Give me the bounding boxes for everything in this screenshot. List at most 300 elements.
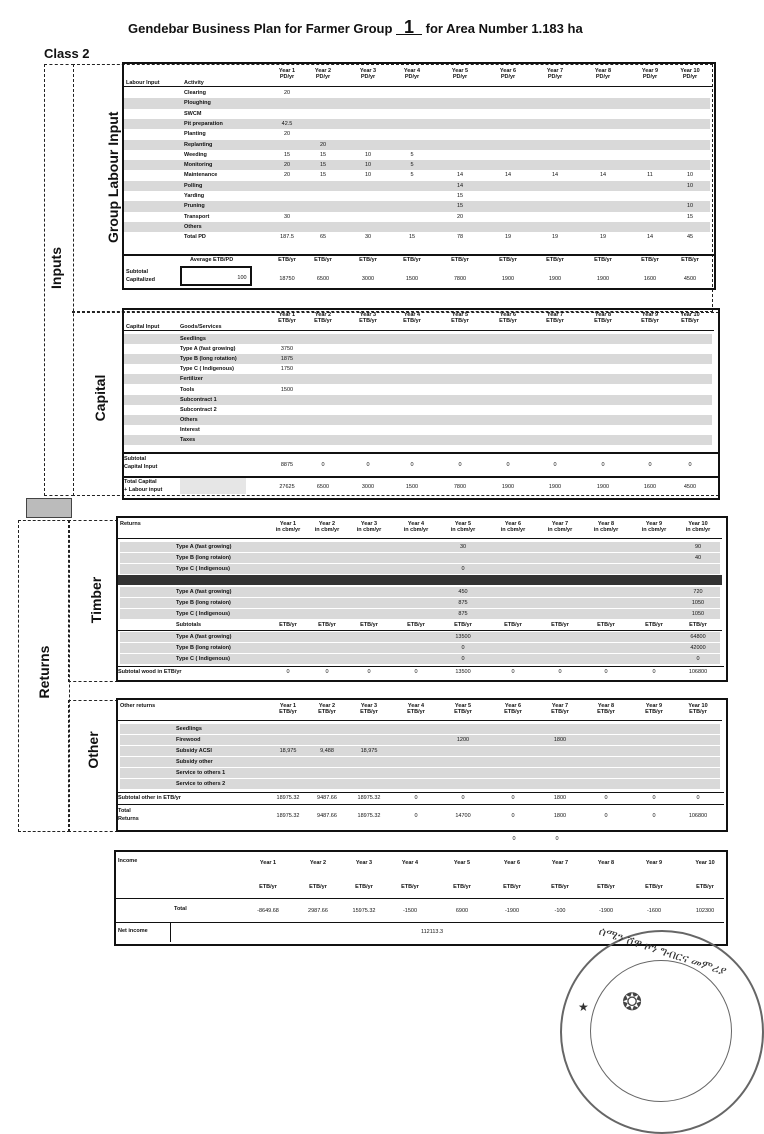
labour-subtotal-label: Subtotal Capitalized bbox=[126, 269, 156, 283]
income-etb-unit: ETB/yr bbox=[453, 884, 471, 890]
timber-etb-unit: ETB/yr bbox=[689, 622, 707, 628]
capital-total-cell: 1600 bbox=[643, 484, 657, 490]
capital-subtotal-cell: 8875 bbox=[280, 462, 294, 468]
timber-price-cell: 1050 bbox=[691, 600, 705, 606]
net-income-divider bbox=[170, 922, 171, 942]
labour-cell: 10 bbox=[364, 151, 372, 158]
labour-subtotal-cell: 4500 bbox=[683, 276, 697, 282]
income-etb-unit: ETB/yr bbox=[355, 884, 373, 890]
income-year-header: Year 8 bbox=[597, 860, 615, 866]
other-subtotal-cell: 0 bbox=[696, 795, 700, 801]
labour-cell: 30 bbox=[364, 234, 372, 241]
total-returns-label: Total Returns bbox=[118, 808, 139, 822]
capital-total-cell: 1900 bbox=[548, 484, 562, 490]
labour-row-shade bbox=[124, 181, 710, 191]
income-etb-unit: ETB/yr bbox=[259, 884, 277, 890]
other-total-line bbox=[116, 804, 724, 805]
labour-cell: 20 bbox=[456, 213, 464, 220]
labour-cell: 10 bbox=[364, 172, 372, 179]
other-label: Other bbox=[85, 731, 101, 769]
other-extra-value-2: 0 bbox=[555, 836, 559, 842]
labour-cell: 15 bbox=[319, 151, 327, 158]
timber-price-cell: 875 bbox=[458, 611, 468, 617]
timber-etb-unit: ETB/yr bbox=[645, 622, 663, 628]
capital-item-label: Subcontract 1 bbox=[180, 396, 217, 403]
labour-activity-label: Transport bbox=[184, 213, 210, 220]
capital-item-label: Taxes bbox=[180, 437, 196, 443]
labour-cell: 14 bbox=[551, 172, 559, 179]
income-year-header: Year 2 bbox=[309, 860, 327, 866]
timber-year-header: Year 8 in cbm/yr bbox=[593, 521, 619, 533]
labour-etb-unit: ETB/yr bbox=[314, 257, 332, 263]
income-total-cell: 2987.66 bbox=[308, 908, 328, 914]
labour-cell: 78 bbox=[456, 234, 464, 241]
capital-total-cell: 1900 bbox=[501, 484, 515, 490]
other-item-label: Subsidy ACSI bbox=[176, 748, 212, 754]
timber-etb-unit: ETB/yr bbox=[504, 622, 522, 628]
income-etb-unit: ETB/yr bbox=[401, 884, 419, 890]
other-cell: 1200 bbox=[456, 737, 470, 743]
labour-year-header: Year 6 PD/yr bbox=[499, 68, 517, 80]
labour-cell: 5 bbox=[410, 162, 414, 169]
income-year-header: Year 10 bbox=[695, 860, 715, 866]
timber-subtotal-cell: 0 bbox=[604, 669, 608, 675]
timber-year-header: Year 3 in cbm/yr bbox=[356, 521, 382, 533]
capital-total-cell: 27625 bbox=[279, 484, 295, 490]
other-cell: 18,975 bbox=[360, 748, 378, 754]
timber-etb-cell: 64800 bbox=[690, 634, 706, 640]
other-cell: 1800 bbox=[553, 737, 567, 743]
labour-cell: 30 bbox=[283, 213, 291, 220]
other-subtotal-cell: 0 bbox=[604, 795, 608, 801]
timber-etb-cell: 0 bbox=[461, 656, 465, 662]
income-etb-unit: ETB/yr bbox=[696, 884, 714, 890]
total-returns-cell: 18975.32 bbox=[357, 813, 381, 819]
capital-year-header: Year 1 ETB/yr bbox=[278, 312, 296, 324]
capital-item-label: Others bbox=[180, 416, 198, 423]
income-year-header: Year 7 bbox=[551, 860, 569, 866]
labour-year-header: Year 3 PD/yr bbox=[359, 68, 377, 80]
labour-cell: 15 bbox=[456, 193, 464, 199]
income-total-cell: -1900 bbox=[504, 908, 520, 914]
timber-year-header: Year 7 in cbm/yr bbox=[547, 521, 573, 533]
other-subtotal-cell: 0 bbox=[652, 795, 656, 801]
timber-subtotal-cell: 13500 bbox=[455, 669, 471, 675]
other-year-header: Year 4 ETB/yr bbox=[407, 703, 425, 715]
timber-price-cell: 875 bbox=[458, 600, 468, 606]
labour-cell: 10 bbox=[686, 182, 694, 189]
capital-year-header: Year 10 ETB/yr bbox=[680, 312, 700, 324]
capital-cell: 1500 bbox=[280, 386, 294, 393]
capital-row-shade bbox=[124, 415, 712, 425]
income-etb-unit: ETB/yr bbox=[503, 884, 521, 890]
capital-subtotal-cell: 0 bbox=[648, 462, 652, 468]
income-year-header: Year 4 bbox=[401, 860, 419, 866]
labour-activity-label: Weeding bbox=[184, 151, 207, 158]
income-total-cell: 102300 bbox=[695, 908, 715, 914]
labour-etb-unit: ETB/yr bbox=[641, 257, 659, 263]
capital-item-label: Type C ( Indigenous) bbox=[180, 366, 234, 373]
timber-etb-cell: 42000 bbox=[690, 645, 706, 651]
title-suffix: for Area Number 1.183 ha bbox=[425, 21, 583, 36]
labour-year-header: Year 1 PD/yr bbox=[278, 68, 296, 80]
labour-col2: Activity bbox=[184, 80, 204, 86]
income-etb-unit: ETB/yr bbox=[645, 884, 663, 890]
capital-header-line bbox=[124, 330, 714, 331]
timber-volume-label: Type B (long rotaion) bbox=[176, 555, 231, 561]
total-returns-cell: 0 bbox=[511, 813, 515, 819]
other-item-label: Service to others 1 bbox=[176, 770, 226, 776]
capital-year-header: Year 6 ETB/yr bbox=[499, 312, 517, 324]
labour-cell: 14 bbox=[456, 182, 464, 189]
labour-cell: 19 bbox=[551, 234, 559, 241]
other-extra-value-1: 0 bbox=[512, 836, 516, 842]
labour-cell: 15 bbox=[686, 213, 694, 220]
capital-row-shade bbox=[124, 435, 712, 445]
total-returns-cell: 0 bbox=[414, 813, 418, 819]
other-year-header: Year 2 ETB/yr bbox=[318, 703, 336, 715]
capital-subtotal-cell: 0 bbox=[410, 462, 414, 468]
timber-etb-unit: ETB/yr bbox=[407, 622, 425, 628]
labour-year-header: Year 7 PD/yr bbox=[546, 68, 564, 80]
other-cell: 18,975 bbox=[279, 748, 297, 754]
other-row-shade bbox=[120, 735, 720, 745]
timber-year-header: Year 2 in cbm/yr bbox=[314, 521, 340, 533]
timber-subtotal-cell: 0 bbox=[367, 669, 371, 675]
timber-etb-unit: ETB/yr bbox=[597, 622, 615, 628]
timber-year-header: Year 1 in cbm/yr bbox=[275, 521, 301, 533]
timber-subtotal-cell: 0 bbox=[325, 669, 329, 675]
timber-separator-bar bbox=[118, 575, 722, 585]
capital-subtotal-cell: 0 bbox=[506, 462, 510, 468]
labour-etb-unit: ETB/yr bbox=[403, 257, 421, 263]
average-etb-label: Average ETB/PD bbox=[190, 257, 234, 263]
labour-etb-unit: ETB/yr bbox=[499, 257, 517, 263]
labour-cell: 15 bbox=[456, 203, 464, 210]
labour-activity-label: Others bbox=[184, 223, 202, 230]
capital-item-label: Type A (fast growing) bbox=[180, 346, 236, 353]
capital-item-label: Seedlings bbox=[180, 336, 206, 342]
labour-etb-unit: ETB/yr bbox=[278, 257, 296, 263]
total-returns-cell: 14700 bbox=[455, 813, 471, 819]
capital-total-label: Total Capital + Labour input bbox=[124, 479, 163, 493]
labour-row-shade bbox=[124, 201, 710, 211]
timber-year-header: Year 10 in cbm/yr bbox=[685, 521, 711, 533]
total-returns-cell: 106800 bbox=[688, 813, 708, 819]
capital-total-shade bbox=[180, 478, 246, 494]
labour-cell: 11 bbox=[647, 172, 653, 179]
income-total-cell: -100 bbox=[554, 908, 566, 914]
labour-col1: Labour Input bbox=[126, 80, 160, 86]
capital-subtotal-cell: 0 bbox=[321, 462, 325, 468]
labour-cell: 5 bbox=[410, 151, 414, 158]
capital-subtotal-cell: 0 bbox=[601, 462, 605, 468]
income-total-cell: -1500 bbox=[402, 908, 418, 914]
other-subtotal-cell: 0 bbox=[511, 795, 515, 801]
other-col1: Other returns bbox=[120, 703, 156, 709]
labour-cell: 20 bbox=[283, 90, 291, 96]
other-subtotal-cell: 9487.66 bbox=[317, 795, 337, 801]
capital-row-shade bbox=[124, 374, 712, 384]
labour-etb-unit: ETB/yr bbox=[681, 257, 699, 263]
stamp-text: ሰሜን ሸዋ ዞን ግብርና መምሪያ bbox=[597, 923, 729, 979]
labour-subtotal-cell: 6500 bbox=[316, 276, 330, 282]
page-title bbox=[128, 17, 583, 37]
labour-header-line bbox=[124, 86, 712, 87]
capital-subtotal-cell: 0 bbox=[688, 462, 692, 468]
capital-year-header: Year 5 ETB/yr bbox=[451, 312, 469, 324]
capital-item-label: Fertilizer bbox=[180, 376, 203, 383]
labour-activity-label: Yarding bbox=[184, 193, 205, 199]
labour-cell: 20 bbox=[283, 131, 291, 138]
capital-item-label: Type B (long rotation) bbox=[180, 356, 237, 363]
labour-cell: 14 bbox=[599, 172, 607, 179]
other-year-header: Year 7 ETB/yr bbox=[551, 703, 569, 715]
capital-item-label: Interest bbox=[180, 426, 200, 433]
income-total-cell: -1600 bbox=[646, 908, 662, 914]
timber-etb-label: Type C ( Indigenous) bbox=[176, 656, 230, 662]
total-returns-cell: 0 bbox=[604, 813, 608, 819]
title-prefix: Gendebar Business Plan for Farmer Group bbox=[128, 21, 393, 36]
capital-year-header: Year 2 ETB/yr bbox=[314, 312, 332, 324]
timber-etb-cell: 0 bbox=[696, 656, 700, 662]
net-income-line bbox=[114, 922, 724, 923]
other-year-header: Year 5 ETB/yr bbox=[454, 703, 472, 715]
other-year-header: Year 9 ETB/yr bbox=[645, 703, 663, 715]
income-year-header: Year 9 bbox=[645, 860, 663, 866]
labour-activity-label: Monitoring bbox=[184, 162, 213, 169]
labour-cell: 5 bbox=[410, 172, 414, 179]
timber-price-label: Type C ( Indigenous) bbox=[176, 611, 230, 617]
labour-activity-label: SWCM bbox=[184, 110, 202, 117]
labour-cell: 10 bbox=[364, 162, 372, 169]
timber-header-line bbox=[118, 538, 722, 539]
other-year-header: Year 10 ETB/yr bbox=[688, 703, 708, 715]
labour-cell: 187.5 bbox=[280, 234, 294, 241]
labour-etb-unit: ETB/yr bbox=[451, 257, 469, 263]
timber-etb-unit: ETB/yr bbox=[454, 622, 472, 628]
capital-subtotal-cell: 0 bbox=[458, 462, 462, 468]
other-subtotal-cell: 18975.32 bbox=[276, 795, 300, 801]
timber-volume-cell: 40 bbox=[694, 555, 702, 561]
labour-activity-label: Ploughing bbox=[184, 100, 211, 107]
group-labour-label: Group Labour Input bbox=[105, 111, 121, 243]
labour-subtotal-cell: 3000 bbox=[361, 276, 375, 282]
stamp-star-icon: ★ bbox=[578, 1000, 589, 1014]
class-label: Class 2 bbox=[44, 46, 90, 61]
capital-subtotal-cell: 0 bbox=[366, 462, 370, 468]
timber-label: Timber bbox=[88, 576, 104, 624]
labour-cell: 15 bbox=[408, 234, 416, 241]
income-total-cell: -8649.68 bbox=[257, 908, 279, 914]
labour-cell: 20 bbox=[283, 162, 291, 169]
labour-activity-label: Clearing bbox=[184, 90, 207, 96]
labour-cell: 10 bbox=[686, 203, 694, 210]
labour-subtotal-cell: 1900 bbox=[596, 276, 610, 282]
capital-item-label: Tools bbox=[180, 386, 195, 393]
labour-cell: 45 bbox=[686, 234, 694, 241]
labour-cell: 14 bbox=[456, 172, 464, 179]
capital-item-label: Subcontract 2 bbox=[180, 406, 217, 413]
capital-col1: Capital Input bbox=[126, 324, 160, 330]
timber-subtotal-cell: 106800 bbox=[688, 669, 708, 675]
timber-price-label: Type B (long rotaion) bbox=[176, 600, 231, 606]
income-total-label: Total bbox=[174, 906, 187, 912]
capital-cell: 1875 bbox=[280, 356, 294, 363]
labour-activity-label: Replanting bbox=[184, 141, 213, 148]
timber-volume-cell: 90 bbox=[694, 544, 702, 550]
timber-subtotal-cell: 0 bbox=[652, 669, 656, 675]
timber-subtotal-cell: 0 bbox=[558, 669, 562, 675]
timber-etb-unit: ETB/yr bbox=[318, 622, 336, 628]
other-subtotal-line bbox=[116, 792, 724, 793]
timber-price-label: Type A (fast growing) bbox=[176, 589, 232, 595]
labour-row-shade bbox=[124, 98, 710, 108]
stamp-emblem-icon: ❂ bbox=[622, 989, 643, 1016]
timber-etb-cell: 13500 bbox=[455, 634, 471, 640]
timber-year-header: Year 6 in cbm/yr bbox=[500, 521, 526, 533]
capital-col2: Goods/Services bbox=[180, 324, 222, 330]
total-returns-cell: 18975.32 bbox=[276, 813, 300, 819]
labour-cell: 42.5 bbox=[281, 120, 293, 127]
capital-subtotal-label: Subtotal Capital Input bbox=[124, 456, 158, 470]
labour-etb-unit: ETB/yr bbox=[359, 257, 377, 263]
timber-year-header: Year 9 in cbm/yr bbox=[641, 521, 667, 533]
income-year-header: Year 1 bbox=[259, 860, 277, 866]
income-label: Income bbox=[118, 858, 138, 864]
capital-cell: 1750 bbox=[280, 366, 294, 373]
timber-subtotals-label: Subtotals bbox=[176, 622, 202, 628]
other-year-header: Year 3 ETB/yr bbox=[360, 703, 378, 715]
other-year-header: Year 6 ETB/yr bbox=[504, 703, 522, 715]
total-returns-cell: 9487.66 bbox=[317, 813, 337, 819]
capital-year-header: Year 4 ETB/yr bbox=[403, 312, 421, 324]
timber-subtotal-cell: 0 bbox=[414, 669, 418, 675]
labour-year-header: Year 8 PD/yr bbox=[594, 68, 612, 80]
labour-subtotal-cell: 1600 bbox=[643, 276, 657, 282]
labour-cell: 20 bbox=[319, 141, 327, 148]
net-income-label: Net income bbox=[118, 928, 148, 934]
other-item-label: Seedlings bbox=[176, 726, 202, 732]
labour-cell: 15 bbox=[319, 162, 327, 169]
capital-year-header: Year 9 ETB/yr bbox=[641, 312, 659, 324]
timber-etb-unit: ETB/yr bbox=[360, 622, 378, 628]
income-year-header: Year 6 bbox=[503, 860, 521, 866]
income-total-cell: 6900 bbox=[455, 908, 469, 914]
other-row-shade bbox=[120, 724, 720, 734]
income-etb-unit: ETB/yr bbox=[597, 884, 615, 890]
timber-year-header: Year 5 in cbm/yr bbox=[450, 521, 476, 533]
timber-volume-label: Type C ( Indigenous) bbox=[176, 566, 230, 572]
labour-activity-label: Pruning bbox=[184, 203, 205, 210]
other-item-label: Subsidy other bbox=[176, 759, 213, 765]
labour-activity-label: Maintenance bbox=[184, 172, 218, 179]
labour-cell: 15 bbox=[283, 151, 291, 158]
labour-activity-label: Total PD bbox=[184, 234, 206, 241]
timber-price-cell: 1050 bbox=[691, 611, 705, 617]
labour-cell: 14 bbox=[504, 172, 512, 179]
labour-cell: 19 bbox=[504, 234, 512, 241]
labour-year-header: Year 5 PD/yr bbox=[451, 68, 469, 80]
labour-activity-label: Polling bbox=[184, 182, 203, 189]
other-item-label: Service to others 2 bbox=[176, 781, 226, 787]
timber-col1: Returns bbox=[120, 521, 141, 527]
timber-price-cell: 450 bbox=[458, 589, 468, 595]
capital-total-cell: 1500 bbox=[405, 484, 419, 490]
capital-row-shade bbox=[124, 334, 712, 344]
labour-subtotal-cell: 1500 bbox=[405, 276, 419, 282]
income-year-header: Year 5 bbox=[453, 860, 471, 866]
labour-year-header: Year 4 PD/yr bbox=[403, 68, 421, 80]
labour-year-header: Year 10 PD/yr bbox=[680, 68, 700, 80]
other-cell: 9,488 bbox=[320, 748, 334, 754]
labour-etb-unit: ETB/yr bbox=[594, 257, 612, 263]
labour-etb-unit: ETB/yr bbox=[546, 257, 564, 263]
total-returns-cell: 1800 bbox=[553, 813, 567, 819]
timber-subtotal-line bbox=[116, 666, 724, 667]
other-item-label: Firewood bbox=[176, 737, 201, 743]
timber-etb-label: Type B (long rotaion) bbox=[176, 645, 231, 651]
timber-etb-cell: 0 bbox=[461, 645, 465, 651]
labour-subtotal-cell: 18750 bbox=[279, 276, 295, 282]
labour-activity-label: Planting bbox=[184, 131, 206, 138]
other-year-header: Year 8 ETB/yr bbox=[597, 703, 615, 715]
timber-subtotal-label: Subtotal wood in ETB/yr bbox=[118, 669, 182, 675]
income-total-cell: 15975.32 bbox=[352, 908, 376, 914]
capital-year-header: Year 8 ETB/yr bbox=[594, 312, 612, 324]
timber-price-cell: 720 bbox=[693, 589, 703, 595]
labour-cell: 15 bbox=[319, 172, 327, 179]
labour-cell: 20 bbox=[283, 172, 291, 179]
income-etb-unit: ETB/yr bbox=[309, 884, 327, 890]
timber-etb-unit: ETB/yr bbox=[551, 622, 569, 628]
capital-year-header: Year 3 ETB/yr bbox=[359, 312, 377, 324]
other-header-line bbox=[118, 720, 722, 721]
other-subtotal-cell: 0 bbox=[414, 795, 418, 801]
timber-etb-unit: ETB/yr bbox=[279, 622, 297, 628]
labour-year-header: Year 9 PD/yr bbox=[641, 68, 659, 80]
income-etb-unit: ETB/yr bbox=[551, 884, 569, 890]
timber-year-header: Year 4 in cbm/yr bbox=[403, 521, 429, 533]
timber-volume-cell: 0 bbox=[461, 566, 465, 572]
labour-subtotal-cell: 1900 bbox=[548, 276, 562, 282]
other-subtotal-cell: 1800 bbox=[553, 795, 567, 801]
timber-subtotal-cell: 0 bbox=[286, 669, 290, 675]
timber-subtotals-line bbox=[118, 630, 722, 631]
labour-subtotal-cell: 7800 bbox=[453, 276, 467, 282]
labour-subtotal-cell: 1900 bbox=[501, 276, 515, 282]
labour-row-shade bbox=[124, 222, 710, 232]
timber-subtotal-cell: 0 bbox=[511, 669, 515, 675]
timber-etb-label: Type A (fast growing) bbox=[176, 634, 232, 640]
income-total-line bbox=[114, 898, 724, 899]
capital-cell: 3750 bbox=[280, 346, 294, 353]
other-year-header: Year 1 ETB/yr bbox=[279, 703, 297, 715]
capital-total-cell: 1900 bbox=[596, 484, 610, 490]
capital-label: Capital bbox=[92, 374, 108, 422]
labour-activity-label: Pit preparation bbox=[184, 120, 223, 127]
capital-total-cell: 4500 bbox=[683, 484, 697, 490]
other-subtotal-cell: 18975.32 bbox=[357, 795, 381, 801]
timber-volume-cell: 30 bbox=[459, 544, 467, 550]
capital-total-cell: 3000 bbox=[361, 484, 375, 490]
total-returns-cell: 0 bbox=[652, 813, 656, 819]
capital-year-header: Year 7 ETB/yr bbox=[546, 312, 564, 324]
farmer-group-number: 1 bbox=[396, 20, 422, 35]
capital-subtotal-cell: 0 bbox=[553, 462, 557, 468]
labour-year-header: Year 2 PD/yr bbox=[314, 68, 332, 80]
net-income-value: 112113.3 bbox=[420, 929, 444, 935]
